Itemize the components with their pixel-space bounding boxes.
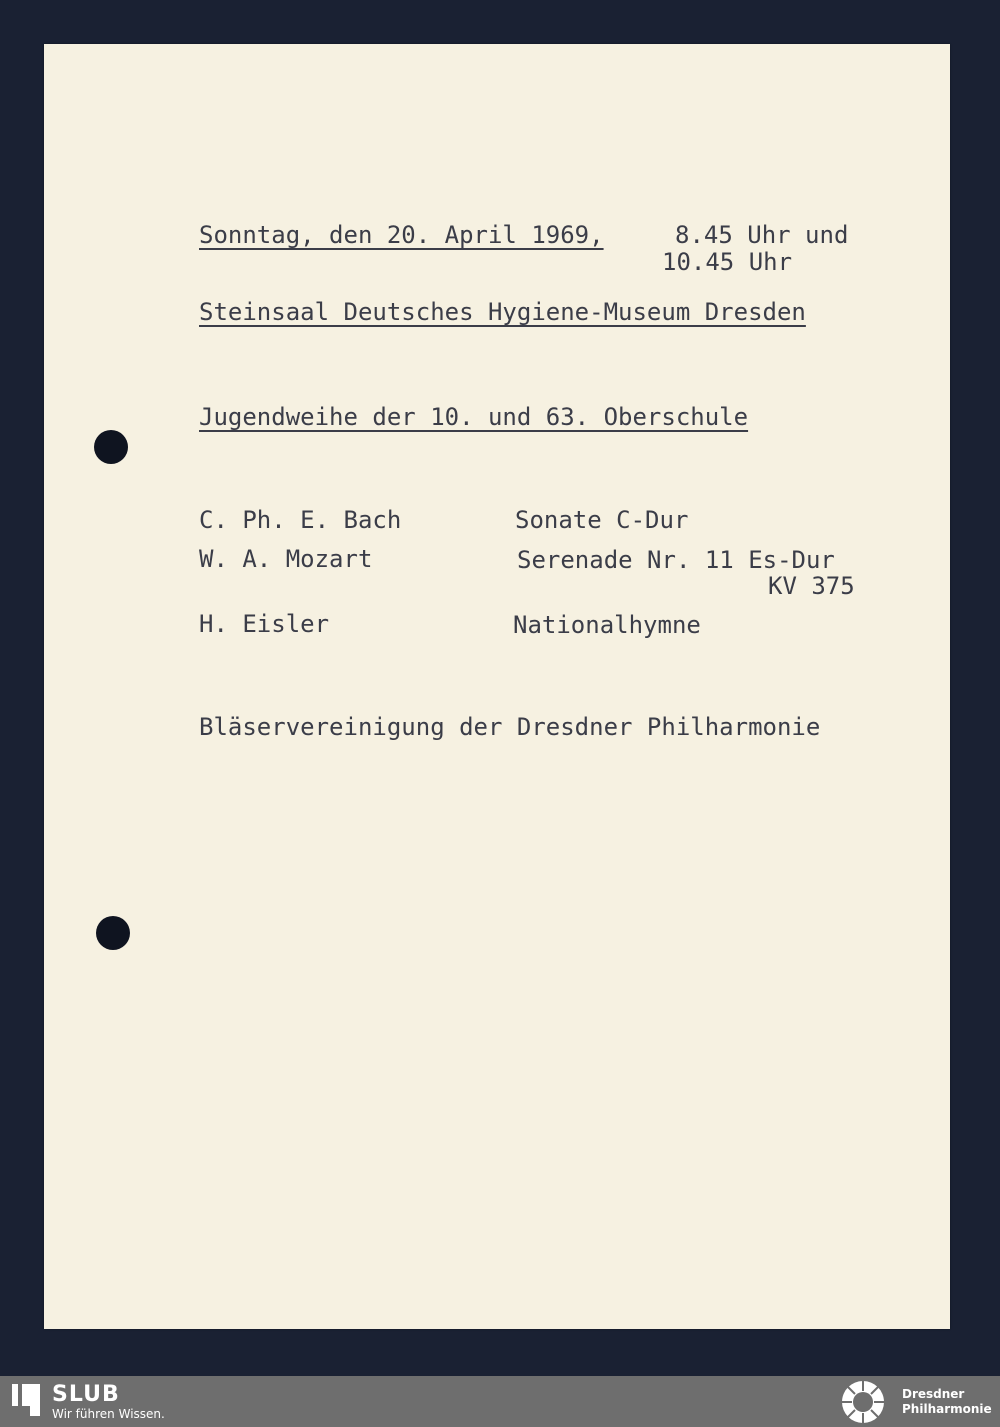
program-composer-2: W. A. Mozart (199, 545, 373, 573)
slub-logo-icon (12, 1384, 40, 1416)
program-work-1: Sonate C-Dur (515, 506, 689, 534)
philharmonie-name-line1: Dresdner (902, 1387, 965, 1401)
document-page (44, 44, 950, 1329)
footer-bar (0, 1376, 1000, 1427)
program-work-3: Nationalhymne (513, 611, 701, 639)
date-line: Sonntag, den 20. April 1969, (199, 221, 604, 249)
philharmonie-logo-icon (841, 1380, 885, 1424)
philharmonie-name-line2: Philharmonie (902, 1402, 992, 1416)
program-composer-1: C. Ph. E. Bach (199, 506, 402, 534)
slub-tagline: Wir führen Wissen. (52, 1407, 165, 1421)
time-first: 8.45 Uhr und (675, 221, 849, 249)
event-line: Jugendweihe der 10. und 63. Oberschule (199, 403, 749, 431)
program-work-2: Serenade Nr. 11 Es-Dur (517, 546, 835, 574)
slub-name: SLUB (52, 1382, 120, 1407)
punch-hole-top (94, 430, 128, 464)
performers-line: Bläservereinigung der Dresdner Philharmonie (199, 713, 821, 741)
punch-hole-bottom (96, 916, 130, 950)
program-composer-3: H. Eisler (199, 610, 330, 638)
time-second: 10.45 Uhr (662, 248, 793, 276)
program-work-2-catalog: KV 375 (768, 572, 855, 600)
venue-line: Steinsaal Deutsches Hygiene-Museum Dresden (199, 298, 806, 326)
philharmonie-name (902, 1387, 992, 1417)
